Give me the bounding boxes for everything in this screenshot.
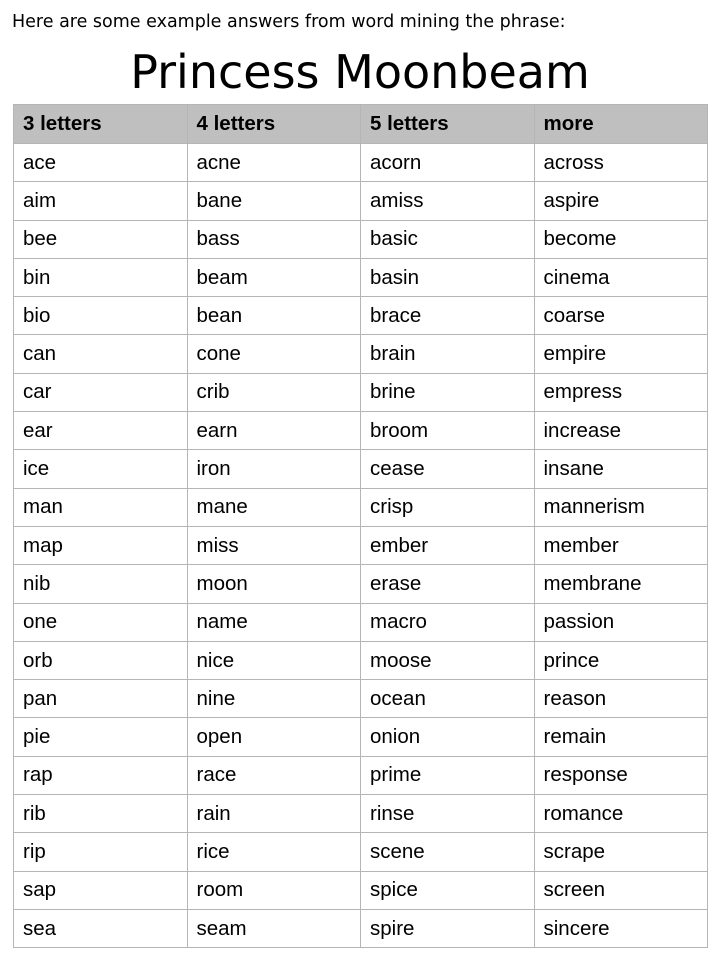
table-row [14, 412, 708, 450]
three-letter-word: man [14, 488, 188, 526]
header-5-letters: 5 letters [361, 105, 535, 144]
three-letter-word: pan [14, 680, 188, 718]
longer-word: member [534, 526, 708, 564]
five-letter-word: amiss [361, 182, 535, 220]
four-letter-word: nine [187, 680, 361, 718]
four-letter-word: crib [187, 373, 361, 411]
table-row [14, 565, 708, 603]
three-letter-word: aim [14, 182, 188, 220]
five-letter-word: onion [361, 718, 535, 756]
three-letter-word: nib [14, 565, 188, 603]
table-row [14, 795, 708, 833]
longer-word: screen [534, 871, 708, 909]
longer-word: response [534, 756, 708, 794]
five-letter-word: ocean [361, 680, 535, 718]
table-row [14, 526, 708, 564]
three-letter-word: rib [14, 795, 188, 833]
table-row [14, 297, 708, 335]
five-letter-word: crisp [361, 488, 535, 526]
longer-word: increase [534, 412, 708, 450]
five-letter-word: prime [361, 756, 535, 794]
intro-text: Here are some example answers from word mining the phrase: [12, 12, 566, 32]
four-letter-word: bass [187, 220, 361, 258]
table-row [14, 182, 708, 220]
four-letter-word: cone [187, 335, 361, 373]
table-row [14, 373, 708, 411]
four-letter-word: rice [187, 833, 361, 871]
five-letter-word: erase [361, 565, 535, 603]
three-letter-word: map [14, 526, 188, 564]
five-letter-word: spice [361, 871, 535, 909]
word-rows [14, 144, 708, 948]
table-row [14, 488, 708, 526]
table-row [14, 718, 708, 756]
table-row [14, 335, 708, 373]
table-row [14, 258, 708, 296]
three-letter-word: rip [14, 833, 188, 871]
table-row [14, 144, 708, 182]
four-letter-word: room [187, 871, 361, 909]
table-row [14, 680, 708, 718]
three-letter-word: bio [14, 297, 188, 335]
four-letter-word: open [187, 718, 361, 756]
four-letter-word: bane [187, 182, 361, 220]
five-letter-word: basin [361, 258, 535, 296]
longer-word: coarse [534, 297, 708, 335]
five-letter-word: basic [361, 220, 535, 258]
five-letter-word: brace [361, 297, 535, 335]
four-letter-word: seam [187, 909, 361, 947]
three-letter-word: can [14, 335, 188, 373]
longer-word: empire [534, 335, 708, 373]
longer-word: romance [534, 795, 708, 833]
header-4-letters: 4 letters [187, 105, 361, 144]
header-more: more [534, 105, 708, 144]
longer-word: scrape [534, 833, 708, 871]
three-letter-word: ear [14, 412, 188, 450]
table-row [14, 871, 708, 909]
table-row [14, 641, 708, 679]
longer-word: mannerism [534, 488, 708, 526]
three-letter-word: sea [14, 909, 188, 947]
word-table [13, 104, 708, 948]
longer-word: prince [534, 641, 708, 679]
five-letter-word: rinse [361, 795, 535, 833]
longer-word: aspire [534, 182, 708, 220]
page-title: Princess Moonbeam [130, 45, 590, 99]
three-letter-word: ice [14, 450, 188, 488]
table-row [14, 833, 708, 871]
four-letter-word: iron [187, 450, 361, 488]
four-letter-word: miss [187, 526, 361, 564]
longer-word: sincere [534, 909, 708, 947]
five-letter-word: scene [361, 833, 535, 871]
three-letter-word: ace [14, 144, 188, 182]
five-letter-word: brain [361, 335, 535, 373]
five-letter-word: cease [361, 450, 535, 488]
header-row [14, 105, 708, 144]
five-letter-word: acorn [361, 144, 535, 182]
longer-word: across [534, 144, 708, 182]
three-letter-word: bee [14, 220, 188, 258]
table-row [14, 909, 708, 947]
table-row [14, 450, 708, 488]
four-letter-word: rain [187, 795, 361, 833]
longer-word: remain [534, 718, 708, 756]
four-letter-word: nice [187, 641, 361, 679]
three-letter-word: one [14, 603, 188, 641]
five-letter-word: macro [361, 603, 535, 641]
four-letter-word: bean [187, 297, 361, 335]
five-letter-word: ember [361, 526, 535, 564]
four-letter-word: moon [187, 565, 361, 603]
longer-word: cinema [534, 258, 708, 296]
three-letter-word: orb [14, 641, 188, 679]
three-letter-word: pie [14, 718, 188, 756]
three-letter-word: rap [14, 756, 188, 794]
four-letter-word: mane [187, 488, 361, 526]
longer-word: become [534, 220, 708, 258]
longer-word: membrane [534, 565, 708, 603]
table-row [14, 220, 708, 258]
five-letter-word: spire [361, 909, 535, 947]
four-letter-word: acne [187, 144, 361, 182]
four-letter-word: race [187, 756, 361, 794]
three-letter-word: sap [14, 871, 188, 909]
longer-word: passion [534, 603, 708, 641]
header-3-letters: 3 letters [14, 105, 188, 144]
longer-word: empress [534, 373, 708, 411]
longer-word: insane [534, 450, 708, 488]
three-letter-word: bin [14, 258, 188, 296]
longer-word: reason [534, 680, 708, 718]
table-row [14, 756, 708, 794]
five-letter-word: moose [361, 641, 535, 679]
table-row [14, 603, 708, 641]
five-letter-word: brine [361, 373, 535, 411]
four-letter-word: earn [187, 412, 361, 450]
four-letter-word: name [187, 603, 361, 641]
five-letter-word: broom [361, 412, 535, 450]
four-letter-word: beam [187, 258, 361, 296]
three-letter-word: car [14, 373, 188, 411]
